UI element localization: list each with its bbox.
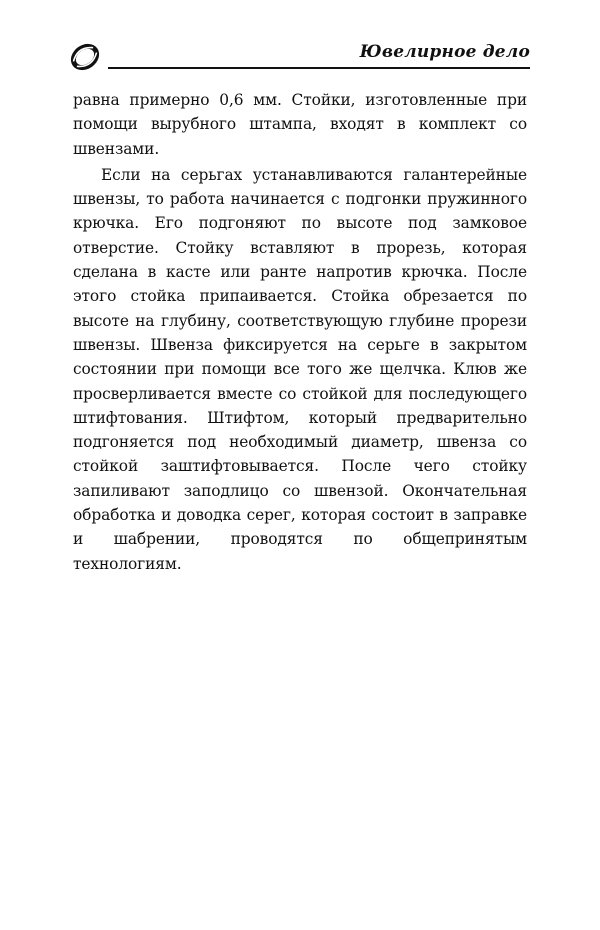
body-text (73, 88, 527, 576)
page-header (68, 36, 530, 80)
paragraph: Если на серьгах устанавливаются галантерейные швензы, то работа начинается с подгонки пружинного крючка. Его подгоняют по высоте под замковое отверстие. Стойку вставляют в прорезь, которая сделана в касте или ранте напротив крючка. После этого стойка припаивается. Стойка обрезается по высоте на глубину, соответствующую глубине прорези швензы. Швенза фиксируется на серьге в закрытом состоянии при помощи все того же щелчка. Клюв же просверливается вместе со стойкой для последующего штифтования. Штифтом, который предварительно подгоняется под необходимый диаметр, швенза со стойкой заштифтовывается. После чего стойку запиливают заподлицо со швензой. Окончательная обработка и доводка серег, которая состоит в заправке и шабрении, проводятся по общепринятым технологиям. (73, 165, 527, 573)
paragraph-continued: равна примерно 0,6 мм. Стойки, изготовленные при помощи вырубного штампа, входят в комплект со швензами. (73, 91, 527, 158)
running-title: Ювелирное дело (359, 42, 530, 62)
header-rule (108, 67, 530, 69)
ring-icon (68, 40, 102, 74)
